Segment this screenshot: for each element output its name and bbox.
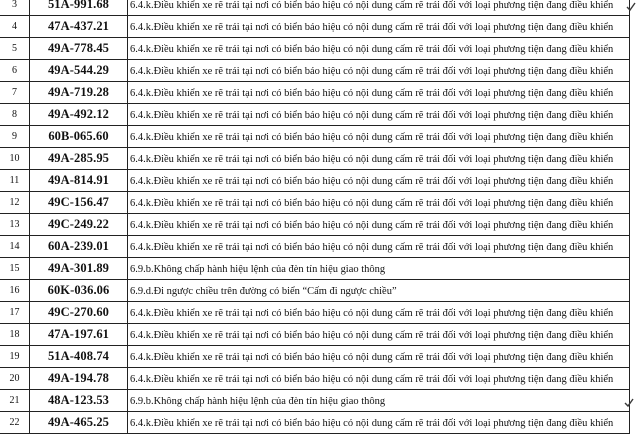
violation-description bbox=[128, 324, 630, 346]
table-row bbox=[0, 60, 630, 82]
violation-description bbox=[128, 104, 630, 126]
row-number: 12 bbox=[0, 192, 30, 214]
license-plate: 49A-778.45 bbox=[30, 38, 128, 60]
violation-text: 6.4.k.Điều khiển xe rẽ trái tại nơi có biển báo hiệu có nội dung cấm rẽ trái đối với loại phương tiện đang điều khiển bbox=[130, 196, 614, 209]
row-number: 9 bbox=[0, 126, 30, 148]
table-row bbox=[0, 412, 630, 434]
license-plate: 49C-156.47 bbox=[30, 192, 128, 214]
row-number: 13 bbox=[0, 214, 30, 236]
table-row bbox=[0, 346, 630, 368]
row-number: 3 bbox=[0, 0, 30, 16]
row-number: 4 bbox=[0, 16, 30, 38]
row-number: 7 bbox=[0, 82, 30, 104]
violation-text: 6.4.k.Điều khiển xe rẽ trái tại nơi có biển báo hiệu có nội dung cấm rẽ trái đối với loại phương tiện đang điều khiển bbox=[130, 86, 614, 99]
violation-description bbox=[128, 258, 630, 280]
violation-description bbox=[128, 412, 630, 434]
violation-text: 6.4.k.Điều khiển xe rẽ trái tại nơi có biển báo hiệu có nội dung cấm rẽ trái đối với loại phương tiện đang điều khiển bbox=[130, 0, 614, 11]
table-row bbox=[0, 258, 630, 280]
row-number: 5 bbox=[0, 38, 30, 60]
violation-text: 6.4.k.Điều khiển xe rẽ trái tại nơi có biển báo hiệu có nội dung cấm rẽ trái đối với loại phương tiện đang điều khiển bbox=[130, 240, 614, 253]
violation-description bbox=[128, 280, 630, 302]
violation-text: 6.4.k.Điều khiển xe rẽ trái tại nơi có biển báo hiệu có nội dung cấm rẽ trái đối với loại phương tiện đang điều khiển bbox=[130, 218, 614, 231]
violation-description bbox=[128, 82, 630, 104]
license-plate: 49A-301.89 bbox=[30, 258, 128, 280]
table-row bbox=[0, 192, 630, 214]
row-number: 11 bbox=[0, 170, 30, 192]
violation-description bbox=[128, 214, 630, 236]
license-plate: 60B-065.60 bbox=[30, 126, 128, 148]
row-number: 18 bbox=[0, 324, 30, 346]
row-number: 22 bbox=[0, 412, 30, 434]
checkmark-icon bbox=[626, 2, 636, 12]
row-number: 6 bbox=[0, 60, 30, 82]
violation-description bbox=[128, 148, 630, 170]
row-number: 16 bbox=[0, 280, 30, 302]
table-row bbox=[0, 126, 630, 148]
table-row bbox=[0, 302, 630, 324]
violation-description bbox=[128, 170, 630, 192]
violation-description bbox=[128, 390, 630, 412]
row-number: 15 bbox=[0, 258, 30, 280]
license-plate: 49C-249.22 bbox=[30, 214, 128, 236]
checkmark-icon bbox=[624, 398, 634, 408]
row-number: 21 bbox=[0, 390, 30, 412]
row-number: 20 bbox=[0, 368, 30, 390]
license-plate: 49A-285.95 bbox=[30, 148, 128, 170]
license-plate: 49A-814.91 bbox=[30, 170, 128, 192]
table-row bbox=[0, 104, 630, 126]
violation-text: 6.9.b.Không chấp hành hiệu lệnh của đèn tín hiệu giao thông bbox=[130, 262, 386, 275]
row-number: 17 bbox=[0, 302, 30, 324]
table-row bbox=[0, 0, 630, 16]
table-row bbox=[0, 390, 630, 412]
table-row bbox=[0, 170, 630, 192]
license-plate: 49A-719.28 bbox=[30, 82, 128, 104]
table-row bbox=[0, 16, 630, 38]
license-plate: 49A-465.25 bbox=[30, 412, 128, 434]
table-row bbox=[0, 214, 630, 236]
violation-text: 6.4.k.Điều khiển xe rẽ trái tại nơi có biển báo hiệu có nội dung cấm rẽ trái đối với loại phương tiện đang điều khiển bbox=[130, 174, 614, 187]
violation-text: 6.4.k.Điều khiển xe rẽ trái tại nơi có biển báo hiệu có nội dung cấm rẽ trái đối với loại phương tiện đang điều khiển bbox=[130, 108, 614, 121]
violation-text: 6.4.k.Điều khiển xe rẽ trái tại nơi có biển báo hiệu có nội dung cấm rẽ trái đối với loại phương tiện đang điều khiển bbox=[130, 20, 614, 33]
violation-text: 6.4.k.Điều khiển xe rẽ trái tại nơi có biển báo hiệu có nội dung cấm rẽ trái đối với loại phương tiện đang điều khiển bbox=[130, 130, 614, 143]
license-plate: 51A-991.68 bbox=[30, 0, 128, 16]
violation-text: 6.9.d.Đi ngược chiều trên đường có biển “Cấm đi ngược chiều” bbox=[130, 284, 397, 297]
violation-description bbox=[128, 126, 630, 148]
violation-description bbox=[128, 16, 630, 38]
violation-description bbox=[128, 192, 630, 214]
license-plate: 47A-437.21 bbox=[30, 16, 128, 38]
violation-text: 6.4.k.Điều khiển xe rẽ trái tại nơi có biển báo hiệu có nội dung cấm rẽ trái đối với loại phương tiện đang điều khiển bbox=[130, 306, 614, 319]
license-plate: 49A-194.78 bbox=[30, 368, 128, 390]
row-number: 14 bbox=[0, 236, 30, 258]
license-plate: 49C-270.60 bbox=[30, 302, 128, 324]
table-row bbox=[0, 324, 630, 346]
violation-text: 6.9.b.Không chấp hành hiệu lệnh của đèn tín hiệu giao thông bbox=[130, 394, 386, 407]
license-plate: 51A-408.74 bbox=[30, 346, 128, 368]
violation-text: 6.4.k.Điều khiển xe rẽ trái tại nơi có biển báo hiệu có nội dung cấm rẽ trái đối với loại phương tiện đang điều khiển bbox=[130, 372, 614, 385]
table-row bbox=[0, 236, 630, 258]
table-row bbox=[0, 280, 630, 302]
violation-text: 6.4.k.Điều khiển xe rẽ trái tại nơi có biển báo hiệu có nội dung cấm rẽ trái đối với loại phương tiện đang điều khiển bbox=[130, 64, 614, 77]
license-plate: 49A-492.12 bbox=[30, 104, 128, 126]
violation-description bbox=[128, 38, 630, 60]
table-row bbox=[0, 38, 630, 60]
license-plate: 47A-197.61 bbox=[30, 324, 128, 346]
violation-description bbox=[128, 346, 630, 368]
violation-description bbox=[128, 236, 630, 258]
license-plate: 60K-036.06 bbox=[30, 280, 128, 302]
violation-description bbox=[128, 60, 630, 82]
violation-text: 6.4.k.Điều khiển xe rẽ trái tại nơi có biển báo hiệu có nội dung cấm rẽ trái đối với loại phương tiện đang điều khiển bbox=[130, 328, 614, 341]
row-number: 19 bbox=[0, 346, 30, 368]
violation-text: 6.4.k.Điều khiển xe rẽ trái tại nơi có biển báo hiệu có nội dung cấm rẽ trái đối với loại phương tiện đang điều khiển bbox=[130, 152, 614, 165]
license-plate: 48A-123.53 bbox=[30, 390, 128, 412]
license-plate: 60A-239.01 bbox=[30, 236, 128, 258]
row-number: 8 bbox=[0, 104, 30, 126]
table-row bbox=[0, 148, 630, 170]
violation-description bbox=[128, 302, 630, 324]
license-plate: 49A-544.29 bbox=[30, 60, 128, 82]
violation-description bbox=[128, 0, 630, 16]
violation-text: 6.4.k.Điều khiển xe rẽ trái tại nơi có biển báo hiệu có nội dung cấm rẽ trái đối với loại phương tiện đang điều khiển bbox=[130, 42, 614, 55]
violation-description bbox=[128, 368, 630, 390]
violation-text: 6.4.k.Điều khiển xe rẽ trái tại nơi có biển báo hiệu có nội dung cấm rẽ trái đối với loại phương tiện đang điều khiển bbox=[130, 350, 614, 363]
table-row bbox=[0, 368, 630, 390]
table-row bbox=[0, 82, 630, 104]
violation-text: 6.4.k.Điều khiển xe rẽ trái tại nơi có biển báo hiệu có nội dung cấm rẽ trái đối với loại phương tiện đang điều khiển bbox=[130, 416, 614, 429]
row-number: 10 bbox=[0, 148, 30, 170]
